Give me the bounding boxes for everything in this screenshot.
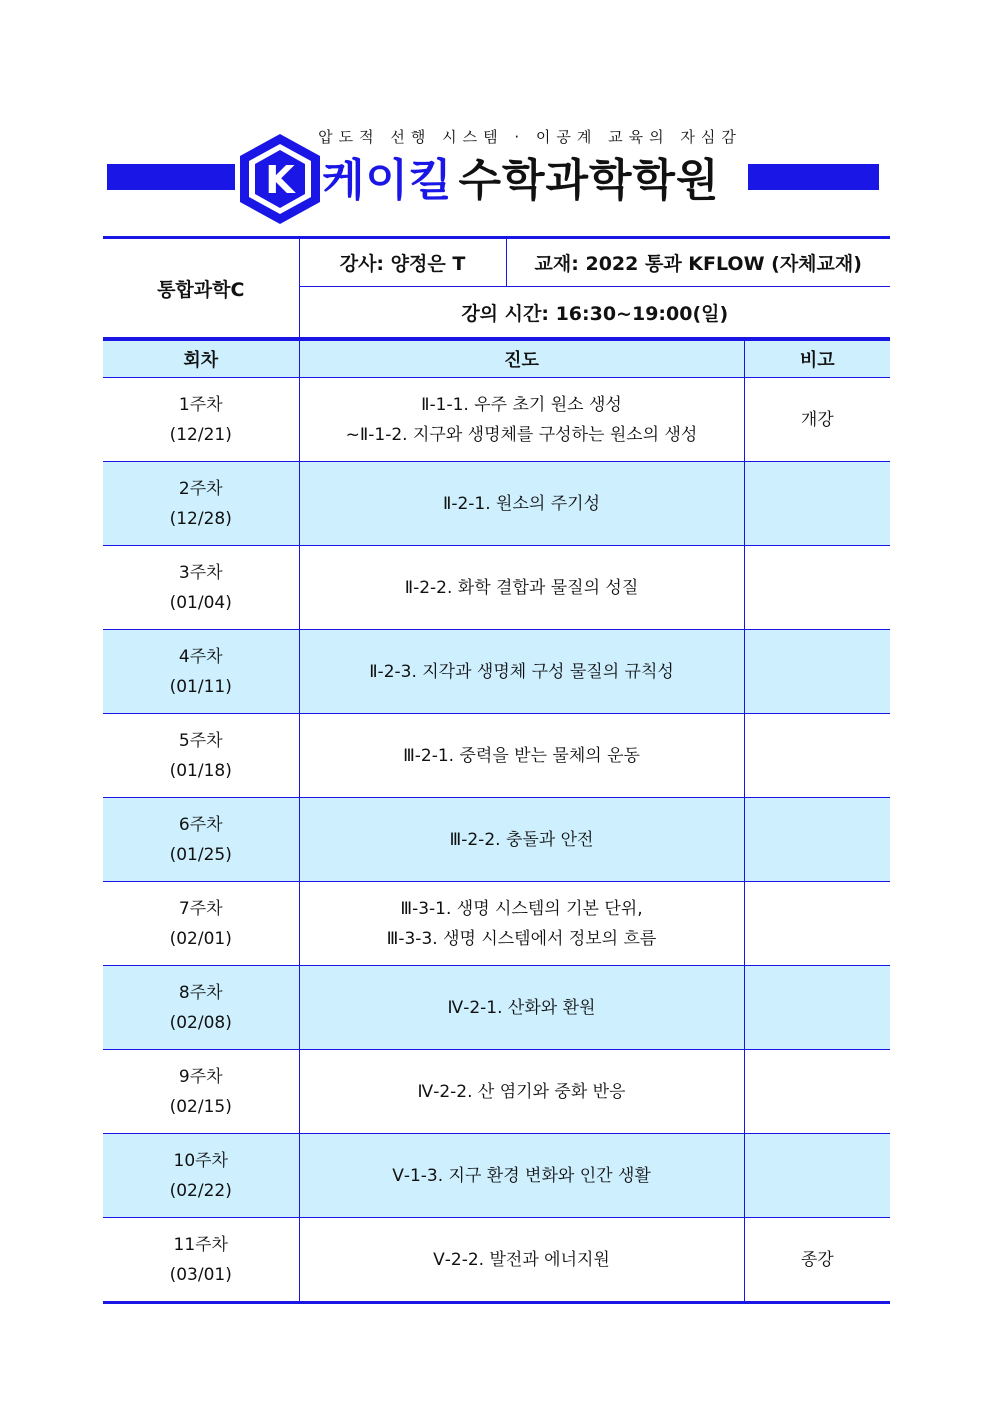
week-label: 4주차	[178, 646, 223, 667]
session-cell	[103, 966, 299, 1050]
brand-name-accent: 케이킬	[322, 155, 453, 206]
schedule-row	[103, 462, 890, 546]
progress-cell	[299, 546, 744, 630]
schedule-row	[103, 798, 890, 882]
course-info-table	[103, 236, 890, 340]
header-progress: 진도	[299, 341, 744, 378]
date-label: (02/15)	[169, 1096, 232, 1117]
date-label: (03/01)	[169, 1264, 232, 1285]
date-label: (12/28)	[169, 508, 232, 529]
note-cell	[744, 462, 890, 546]
note-cell: 종강	[744, 1218, 890, 1303]
session-cell	[103, 1218, 299, 1303]
session-cell	[103, 882, 299, 966]
schedule-row	[103, 714, 890, 798]
note-cell	[744, 798, 890, 882]
date-label: (01/11)	[169, 676, 232, 697]
week-label: 5주차	[178, 730, 223, 751]
brand-name-rest: 수학과학학원	[458, 155, 720, 206]
brand-name	[322, 146, 720, 206]
schedule-table	[103, 340, 890, 1304]
progress-line: Ⅳ-2-1. 산화와 환원	[447, 997, 596, 1018]
note-cell: 개강	[744, 378, 890, 462]
schedule-row	[103, 378, 890, 462]
week-label: 10주차	[173, 1150, 228, 1171]
note-cell	[744, 714, 890, 798]
header-session: 회차	[103, 341, 299, 378]
course-name: 통합과학C	[103, 238, 299, 339]
week-label: 9주차	[178, 1066, 223, 1087]
progress-line: Ⅴ-1-3. 지구 환경 변화와 인간 생활	[392, 1165, 651, 1186]
date-label: (01/25)	[169, 844, 232, 865]
progress-cell	[299, 1134, 744, 1218]
academy-header	[0, 120, 992, 230]
progress-line: ~Ⅱ-1-2. 지구와 생명체를 구성하는 원소의 생성	[345, 424, 698, 445]
textbook: 교재: 2022 통과 KFLOW (자체교재)	[506, 238, 890, 287]
header-bar-left	[107, 164, 235, 190]
session-cell	[103, 798, 299, 882]
schedule-body	[103, 378, 890, 1303]
week-label: 11주차	[173, 1234, 228, 1255]
note-cell	[744, 882, 890, 966]
week-label: 8주차	[178, 982, 223, 1003]
note-cell	[744, 1134, 890, 1218]
progress-cell	[299, 714, 744, 798]
session-cell	[103, 1134, 299, 1218]
header-bar-right	[748, 164, 879, 190]
progress-line: Ⅱ-2-1. 원소의 주기성	[442, 493, 600, 514]
tagline: 압도적 선행 시스템 · 이공계 교육의 자심감	[318, 128, 742, 146]
date-label: (01/18)	[169, 760, 232, 781]
note-cell	[744, 966, 890, 1050]
progress-cell	[299, 798, 744, 882]
lecture-time: 강의 시간: 16:30~19:00(일)	[299, 287, 890, 339]
note-cell	[744, 1050, 890, 1134]
progress-line: Ⅲ-3-1. 생명 시스템의 기본 단위,	[400, 898, 643, 919]
schedule-row	[103, 1050, 890, 1134]
schedule-row	[103, 1218, 890, 1303]
progress-cell	[299, 462, 744, 546]
schedule-row	[103, 966, 890, 1050]
header-note: 비고	[744, 341, 890, 378]
schedule-row	[103, 546, 890, 630]
note-cell	[744, 546, 890, 630]
progress-line: Ⅲ-3-3. 생명 시스템에서 정보의 흐름	[386, 928, 657, 949]
session-cell	[103, 546, 299, 630]
session-cell	[103, 462, 299, 546]
schedule-row	[103, 630, 890, 714]
note-cell	[744, 630, 890, 714]
progress-cell	[299, 630, 744, 714]
progress-line: Ⅴ-2-2. 발전과 에너지원	[433, 1249, 610, 1270]
date-label: (02/01)	[169, 928, 232, 949]
week-label: 6주차	[178, 814, 223, 835]
academy-logo-icon	[238, 132, 322, 226]
week-label: 3주차	[178, 562, 223, 583]
progress-cell	[299, 966, 744, 1050]
date-label: (02/08)	[169, 1012, 232, 1033]
week-label: 1주차	[178, 394, 223, 415]
instructor: 강사: 양정은 T	[299, 238, 506, 287]
logo-letter: K	[265, 158, 295, 202]
progress-line: Ⅲ-2-1. 중력을 받는 물체의 운동	[403, 745, 640, 766]
session-cell	[103, 378, 299, 462]
progress-line: Ⅱ-2-2. 화학 결합과 물질의 성질	[404, 577, 639, 598]
progress-cell	[299, 378, 744, 462]
progress-cell	[299, 882, 744, 966]
progress-line: Ⅲ-2-2. 충돌과 안전	[449, 829, 594, 850]
week-label: 7주차	[178, 898, 223, 919]
progress-cell	[299, 1050, 744, 1134]
session-cell	[103, 714, 299, 798]
session-cell	[103, 1050, 299, 1134]
progress-line: Ⅱ-2-3. 지각과 생명체 구성 물질의 규칙성	[369, 661, 674, 682]
schedule-row	[103, 882, 890, 966]
progress-cell	[299, 1218, 744, 1303]
progress-line: Ⅱ-1-1. 우주 초기 원소 생성	[421, 394, 622, 415]
progress-line: Ⅳ-2-2. 산 염기와 중화 반응	[417, 1081, 626, 1102]
session-cell	[103, 630, 299, 714]
date-label: (02/22)	[169, 1180, 232, 1201]
schedule-header-row	[103, 341, 890, 378]
date-label: (01/04)	[169, 592, 232, 613]
date-label: (12/21)	[169, 424, 232, 445]
schedule-row	[103, 1134, 890, 1218]
week-label: 2주차	[178, 478, 223, 499]
